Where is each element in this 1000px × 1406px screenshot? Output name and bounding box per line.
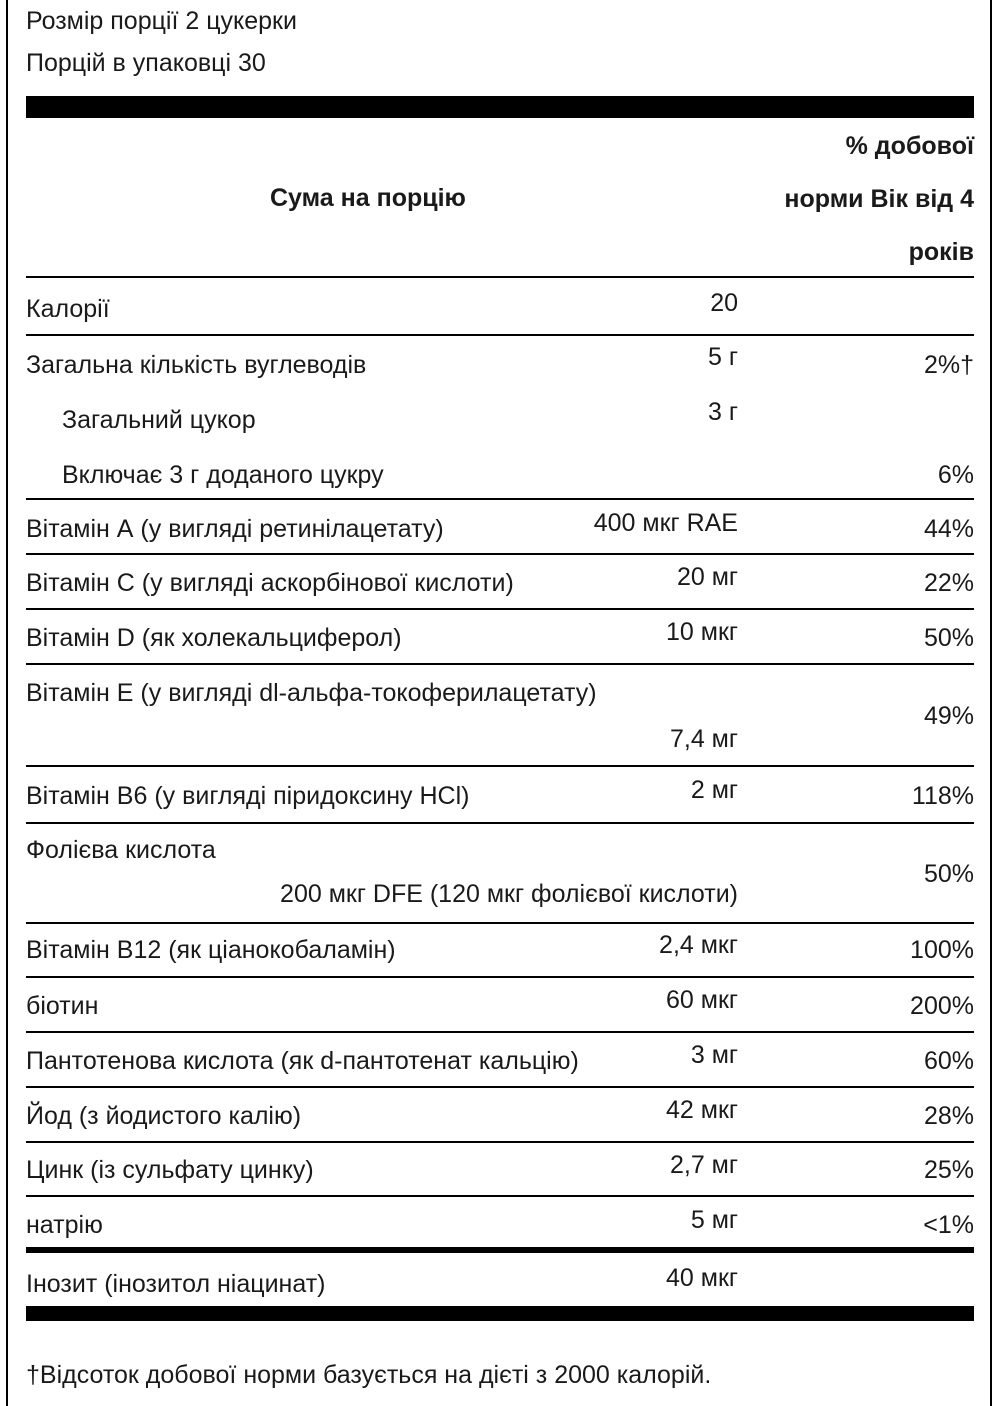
nutrient-amount-vitamin-a: 400 мкг RAE xyxy=(593,509,738,537)
sodium-thick-divider xyxy=(26,1247,974,1253)
nutrient-dv-zinc: 25% xyxy=(923,1156,974,1184)
row-divider xyxy=(26,608,974,610)
nutrient-amount-zinc: 2,7 мг xyxy=(669,1151,738,1179)
nutrient-name-pantothenic-acid: Пантотенова кислота (як d-пантотенат кальцію) xyxy=(26,1047,579,1075)
row-divider xyxy=(26,765,974,767)
row-divider xyxy=(26,663,974,665)
nutrient-dv-vitamin-c: 22% xyxy=(923,569,974,597)
nutrient-name-folic-acid: Фолієва кислота xyxy=(26,836,216,864)
nutrient-amount-iodine: 42 мкг xyxy=(666,1096,738,1124)
nutrient-name-vitamin-a: Вітамін А (у вигляді ретинілацетату) xyxy=(26,515,444,543)
nutrient-name-added-sugar: Включає 3 г доданого цукру xyxy=(62,461,384,489)
daily-value-header-line1: % добової xyxy=(845,132,974,160)
nutrient-amount-vitamin-b6: 2 мг xyxy=(690,776,738,804)
nutrient-dv-vitamin-b6: 118% xyxy=(911,782,974,810)
nutrient-dv-pantothenic-acid: 60% xyxy=(923,1047,974,1075)
nutrient-amount-inositol: 40 мкг xyxy=(666,1264,738,1292)
nutrient-name-zinc: Цинк (із сульфату цинку) xyxy=(26,1156,314,1184)
row-divider xyxy=(26,1141,974,1143)
servings-per-container: Порцій в упаковці 30 xyxy=(26,49,266,77)
nutrient-amount-folic-acid: 200 мкг DFE (120 мкг фолієвої кислоти) xyxy=(280,880,738,908)
nutrient-name-sodium: натрію xyxy=(26,1211,103,1239)
nutrient-amount-vitamin-c: 20 мг xyxy=(676,563,738,591)
nutrient-name-inositol: Інозит (інозитол ніацинат) xyxy=(26,1270,326,1298)
nutrient-dv-carbohydrates: 2%† xyxy=(923,351,974,379)
row-divider xyxy=(26,1031,974,1033)
row-divider xyxy=(26,822,974,824)
nutrient-dv-vitamin-d: 50% xyxy=(923,624,974,652)
nutrient-dv-iodine: 28% xyxy=(923,1102,974,1130)
serving-size: Розмір порції 2 цукерки xyxy=(26,7,297,35)
nutrient-amount-carbohydrates: 5 г xyxy=(708,343,738,371)
nutrient-dv-added-sugar: 6% xyxy=(937,461,974,489)
nutrient-dv-sodium: <1% xyxy=(923,1211,974,1239)
nutrient-name-vitamin-b6: Вітамін В6 (у вигляді піридоксину HCl) xyxy=(26,782,470,810)
nutrient-name-vitamin-b12: Вітамін В12 (як ціанокобаламін) xyxy=(26,936,396,964)
nutrient-amount-pantothenic-acid: 3 мг xyxy=(690,1041,738,1069)
nutrient-amount-vitamin-b12: 2,4 мкг xyxy=(659,931,738,959)
nutrient-name-iodine: Йод (з йодистого калію) xyxy=(26,1102,302,1130)
row-divider xyxy=(26,334,974,336)
row-divider xyxy=(26,1195,974,1197)
nutrient-name-vitamin-c: Вітамін С (у вигляді аскорбінової кислоти) xyxy=(26,569,514,597)
nutrient-amount-calories: 20 xyxy=(710,289,738,317)
nutrient-dv-folic-acid: 50% xyxy=(923,860,974,888)
row-divider xyxy=(26,976,974,978)
nutrient-name-vitamin-d: Вітамін D (як холекальциферол) xyxy=(26,624,402,652)
nutrient-amount-total-sugar: 3 г xyxy=(708,398,738,426)
nutrient-name-biotin: біотин xyxy=(26,992,99,1020)
daily-value-header-line2: норми Вік від 4 xyxy=(784,185,974,213)
nutrient-dv-vitamin-e: 49% xyxy=(923,702,974,730)
daily-value-header-line3: років xyxy=(908,238,974,266)
nutrient-name-total-sugar: Загальний цукор xyxy=(62,406,256,434)
nutrient-amount-biotin: 60 мкг xyxy=(666,986,738,1014)
nutrient-dv-biotin: 200% xyxy=(910,992,974,1020)
nutrient-amount-sodium: 5 мг xyxy=(690,1206,738,1234)
row-divider xyxy=(26,553,974,555)
nutrient-name-vitamin-e: Вітамін Е (у вигляді dl-альфа-токоферилацетату) xyxy=(26,679,597,707)
top-thick-bar xyxy=(26,96,974,118)
header-rule xyxy=(26,276,974,278)
amount-per-serving-header: Сума на порцію xyxy=(270,184,466,212)
nutrient-amount-vitamin-e: 7,4 мг xyxy=(669,725,738,753)
nutrient-name-carbohydrates: Загальна кількість вуглеводів xyxy=(26,351,367,379)
bottom-thick-bar xyxy=(26,1306,974,1321)
nutrient-dv-vitamin-b12: 100% xyxy=(910,936,974,964)
row-divider xyxy=(26,498,974,500)
nutrient-name-calories: Калорії xyxy=(26,295,110,323)
row-divider xyxy=(26,1086,974,1088)
row-divider xyxy=(26,922,974,924)
nutrient-dv-vitamin-a: 44% xyxy=(923,515,974,543)
daily-value-footnote: †Відсоток добової норми базується на дієті з 2000 калорій. xyxy=(26,1361,712,1389)
nutrient-amount-vitamin-d: 10 мкг xyxy=(666,618,738,646)
